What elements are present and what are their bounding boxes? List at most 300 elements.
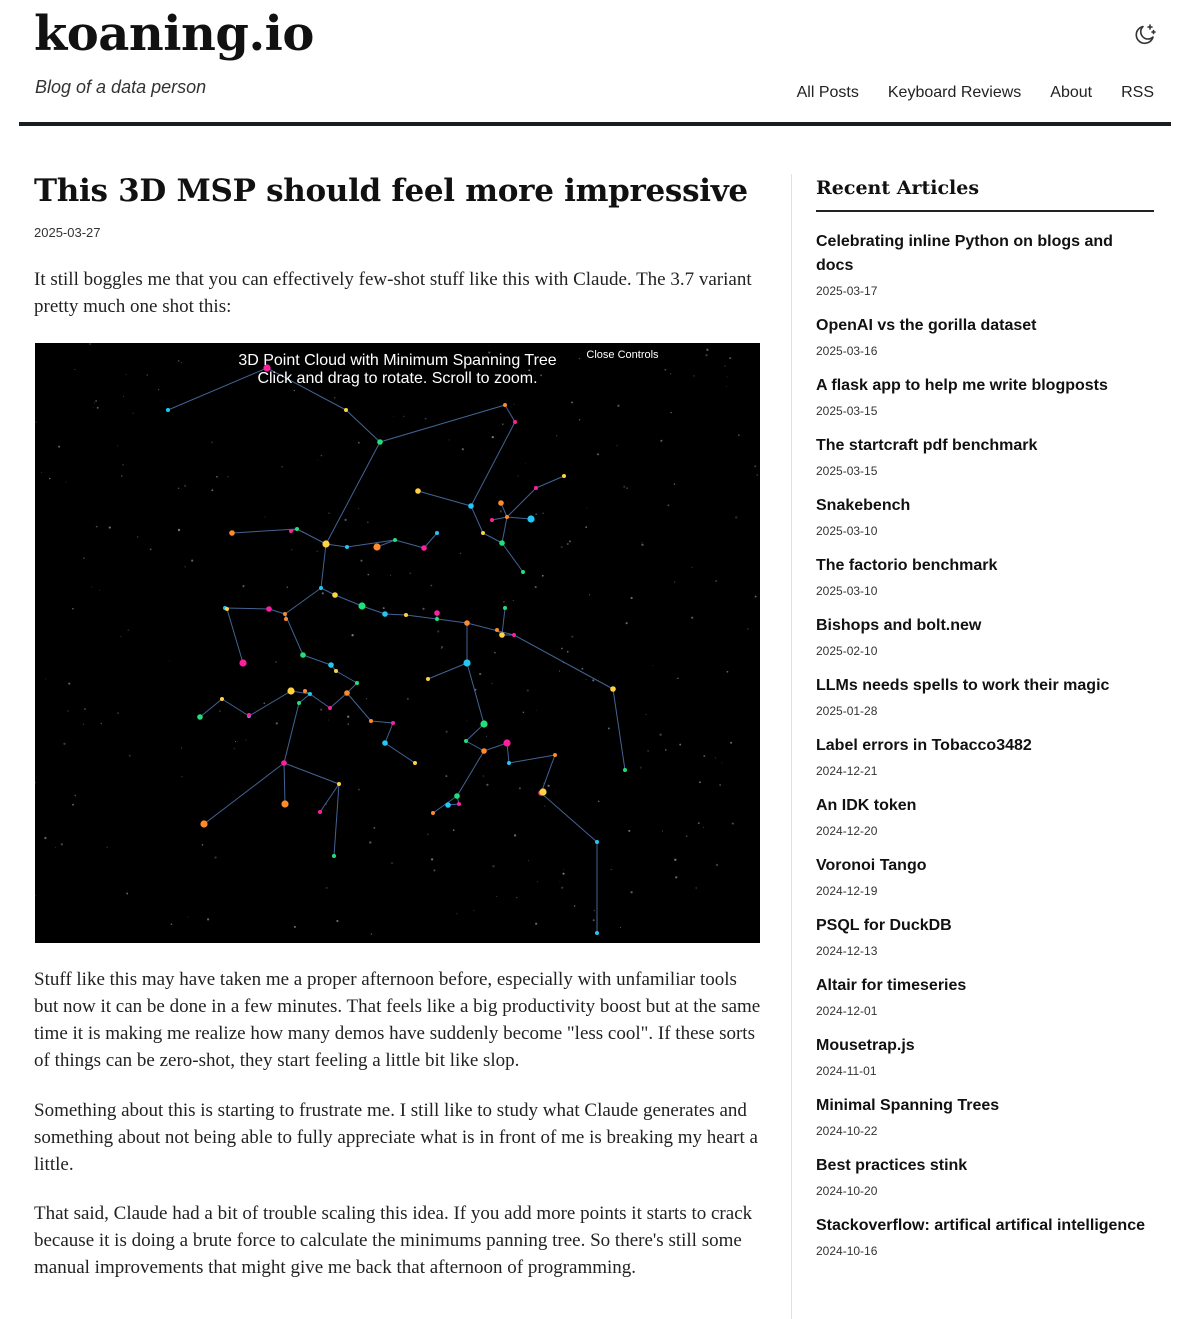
background-star — [686, 836, 687, 837]
background-star — [514, 404, 515, 405]
background-star — [369, 841, 371, 843]
background-star — [519, 787, 521, 789]
background-star — [158, 389, 159, 390]
background-star — [99, 590, 100, 591]
point-cloud-node — [498, 500, 504, 506]
background-star — [75, 795, 76, 796]
mst-edge — [457, 751, 484, 796]
background-star — [334, 531, 335, 532]
background-star — [96, 526, 98, 528]
background-star — [383, 607, 385, 609]
recent-article-date: 2024-12-13 — [816, 944, 878, 958]
point-cloud-node — [503, 739, 510, 746]
background-star — [185, 566, 186, 567]
point-cloud-node — [539, 788, 546, 795]
point-cloud-node — [393, 538, 397, 542]
nav-about[interactable]: About — [1050, 84, 1093, 101]
background-star — [462, 448, 464, 450]
background-star — [367, 574, 369, 576]
background-star — [460, 553, 461, 554]
point-cloud-node — [284, 617, 288, 621]
mst-edge — [613, 689, 625, 770]
point-cloud-node — [295, 527, 299, 531]
close-controls-button[interactable]: Close Controls — [586, 349, 659, 361]
mst-edge — [466, 724, 484, 741]
recent-article-date: 2025-03-15 — [816, 404, 878, 418]
background-star — [235, 741, 236, 742]
background-star — [528, 860, 529, 861]
point-cloud-node — [382, 740, 388, 746]
recent-article-link[interactable]: The startcraft pdf benchmark — [816, 437, 1038, 454]
background-star — [732, 823, 734, 825]
background-star — [55, 847, 56, 848]
background-star — [594, 910, 596, 912]
mst-edge — [395, 540, 424, 548]
point-cloud-node — [513, 420, 517, 424]
point-cloud-node — [562, 474, 566, 478]
mst-edge — [507, 517, 531, 519]
mst-edge — [507, 488, 536, 517]
point-cloud-node — [266, 606, 272, 612]
background-star — [49, 478, 51, 480]
mst-edge — [284, 703, 299, 763]
point-cloud-node — [454, 793, 460, 799]
background-star — [562, 873, 564, 875]
mst-edge — [424, 533, 437, 548]
point-cloud-node — [434, 610, 440, 616]
recent-article-link[interactable]: OpenAI vs the gorilla dataset — [816, 317, 1037, 334]
background-star — [659, 734, 661, 736]
background-star — [437, 630, 439, 632]
post-content — [34, 170, 762, 1278]
point-cloud-node — [332, 854, 336, 858]
background-star — [486, 784, 488, 786]
recent-article-date: 2024-11-01 — [816, 1064, 877, 1078]
background-star — [747, 628, 748, 629]
background-star — [344, 519, 346, 521]
recent-article-date: 2024-12-19 — [816, 884, 878, 898]
background-star — [433, 869, 435, 871]
background-star — [321, 455, 323, 457]
point-cloud-node — [421, 545, 427, 551]
recent-article-link[interactable]: Best practices stink — [816, 1157, 968, 1174]
mst-edge — [371, 721, 393, 723]
background-star — [61, 843, 63, 845]
background-star — [571, 401, 573, 403]
background-star — [699, 781, 701, 783]
point-cloud-svg[interactable] — [35, 343, 760, 943]
background-star — [211, 489, 213, 491]
background-star — [334, 397, 335, 398]
mst-edge — [347, 693, 371, 721]
point-cloud-node — [495, 628, 499, 632]
background-star — [706, 349, 708, 351]
point-cloud-node — [332, 592, 338, 598]
mst-edge — [406, 615, 437, 619]
mst-edge — [249, 691, 291, 716]
background-star — [674, 483, 675, 484]
visualization-title: 3D Point Cloud with Minimum Spanning Tree — [238, 352, 557, 369]
mst-edge — [492, 517, 507, 520]
recent-article-link[interactable]: Label errors in Tobacco3482 — [816, 737, 1032, 754]
point-cloud-node — [318, 810, 322, 814]
background-star — [559, 670, 560, 671]
point-cloud-node — [334, 669, 338, 673]
background-star — [496, 896, 497, 897]
recent-article-link[interactable]: Celebrating inline Python on blogs and docs — [816, 233, 1113, 274]
point-cloud-node — [505, 515, 509, 519]
background-star — [503, 601, 505, 603]
point-cloud-node — [328, 706, 332, 710]
background-star — [617, 445, 618, 446]
nav-all-posts[interactable]: All Posts — [796, 84, 859, 101]
background-star — [427, 834, 429, 836]
background-star — [696, 887, 697, 888]
background-star — [579, 419, 580, 420]
background-star — [219, 710, 220, 711]
background-star — [94, 402, 95, 403]
point-cloud-node — [297, 701, 301, 705]
mst-edge — [347, 540, 395, 547]
background-star — [360, 560, 362, 562]
background-star — [178, 487, 180, 489]
mst-edge — [467, 623, 514, 635]
background-star — [291, 549, 292, 550]
background-star — [665, 749, 667, 751]
background-star — [617, 405, 619, 407]
mst-edge — [285, 588, 321, 614]
background-star — [191, 560, 193, 562]
recent-article-link[interactable]: Mousetrap.js — [816, 1037, 915, 1054]
background-star — [390, 575, 391, 576]
background-star — [326, 887, 328, 889]
point-cloud-node — [345, 545, 349, 549]
point-cloud-node — [512, 633, 516, 637]
recent-article-link[interactable]: PSQL for DuckDB — [816, 917, 952, 934]
background-star — [84, 708, 86, 710]
background-star — [126, 893, 128, 895]
background-star — [318, 460, 319, 461]
point-cloud-node — [247, 713, 251, 717]
recent-article-link[interactable]: Stackoverflow: artifical artifical intelligence — [816, 1217, 1145, 1234]
mst-edge — [222, 699, 249, 716]
header-divider — [19, 122, 1171, 126]
background-star — [316, 551, 317, 552]
background-star — [593, 919, 595, 921]
mst-edge — [541, 793, 597, 842]
background-star — [294, 390, 295, 391]
site-title[interactable]: koaning.io — [34, 6, 314, 62]
background-star — [287, 586, 289, 588]
background-star — [527, 689, 529, 691]
sidebar-heading: Recent Articles — [816, 177, 980, 199]
background-star — [137, 536, 139, 538]
background-star — [431, 858, 433, 860]
background-star — [586, 679, 587, 680]
point-cloud-node — [322, 540, 329, 547]
point-cloud-node — [289, 529, 293, 533]
background-star — [169, 660, 170, 661]
background-star — [585, 526, 587, 528]
recent-article-date: 2025-03-10 — [816, 584, 878, 598]
background-star — [89, 343, 91, 345]
background-star — [491, 683, 493, 685]
mst-edge — [225, 608, 269, 609]
recent-article-date: 2025-02-10 — [816, 644, 878, 658]
point-cloud-node — [445, 802, 451, 808]
point-cloud-node — [464, 620, 470, 626]
background-star — [403, 416, 404, 417]
background-star — [719, 784, 721, 786]
recent-article-link[interactable]: Bishops and bolt.new — [816, 617, 982, 634]
background-star — [679, 744, 681, 746]
background-star — [445, 731, 447, 733]
point-cloud-node — [220, 697, 224, 701]
point-cloud-node — [391, 721, 395, 725]
background-star — [559, 881, 560, 882]
mst-edge — [284, 763, 339, 784]
background-star — [276, 722, 278, 724]
point-cloud-node — [610, 686, 616, 692]
recent-article-link[interactable]: Voronoi Tango — [816, 857, 927, 874]
background-star — [586, 508, 587, 509]
point-cloud-node — [553, 753, 557, 757]
recent-article-link[interactable]: A flask app to help me write blogposts — [816, 377, 1108, 394]
point-cloud-node — [239, 659, 246, 666]
background-star — [328, 720, 329, 721]
mst-edge — [471, 506, 483, 533]
background-star — [188, 916, 189, 917]
mst-edge — [502, 608, 505, 635]
background-star — [502, 423, 504, 425]
background-star — [569, 540, 571, 542]
background-star — [97, 407, 99, 409]
background-star — [535, 513, 537, 515]
point-cloud-node — [328, 662, 334, 668]
mst-edge — [437, 619, 467, 623]
background-star — [181, 776, 182, 777]
point-cloud-node — [355, 681, 359, 685]
recent-article-date: 2025-01-28 — [816, 704, 878, 718]
background-star — [567, 651, 569, 653]
background-star — [486, 736, 487, 737]
background-star — [122, 464, 124, 466]
point-cloud-node — [465, 660, 469, 664]
background-star — [263, 702, 265, 704]
background-star — [121, 475, 122, 476]
background-star — [547, 785, 549, 787]
background-star — [358, 508, 359, 509]
mst-edge — [385, 723, 393, 743]
mst-edge — [428, 663, 467, 679]
point-cloud-node — [300, 652, 306, 658]
background-star — [322, 592, 324, 594]
point-cloud-node — [308, 692, 312, 696]
post-paragraph-1: It still boggles me that you can effectively few-shot stuff like this with Claude. The 3.7 variant pretty much one shot this: — [34, 269, 752, 317]
post-paragraph-3: Something about this is starting to frustrate me. I still like to study what Claude generates and something about not being able to fully appreciate what is in front of me is breaking my heart a little. — [34, 1100, 758, 1175]
point-cloud-node — [457, 802, 461, 806]
background-star — [514, 834, 516, 836]
background-star — [227, 476, 228, 477]
background-star — [117, 712, 119, 714]
background-star — [561, 546, 563, 548]
background-star — [358, 442, 360, 444]
post-date: 2025-03-27 — [34, 225, 101, 240]
background-star — [123, 396, 124, 397]
background-star — [536, 710, 537, 711]
point-cloud-node — [480, 720, 487, 727]
background-star — [445, 775, 447, 777]
background-star — [35, 782, 36, 783]
point-cloud-node — [283, 612, 287, 616]
background-star — [608, 727, 610, 729]
recent-article-date: 2025-03-17 — [816, 284, 878, 298]
background-star — [523, 712, 524, 713]
point-cloud-node — [481, 531, 485, 535]
recent-article-link[interactable]: LLMs needs spells to work their magic — [816, 677, 1110, 694]
sidebar — [816, 174, 1154, 1258]
background-star — [35, 421, 36, 422]
background-star — [571, 636, 573, 638]
background-star — [366, 698, 367, 699]
point-cloud-node — [229, 530, 235, 536]
background-star — [611, 869, 612, 870]
background-star — [556, 435, 557, 436]
background-star — [756, 474, 758, 476]
background-star — [93, 407, 94, 408]
point-cloud-node — [490, 518, 494, 522]
point-cloud-node — [344, 408, 348, 412]
background-star — [393, 416, 394, 417]
background-star — [367, 522, 368, 523]
mst-edge — [505, 405, 515, 422]
mst-edge — [466, 741, 484, 751]
mst-edge — [380, 405, 505, 442]
nav-keyboard-reviews[interactable]: Keyboard Reviews — [887, 84, 1022, 101]
point-cloud-node — [382, 611, 388, 617]
point-cloud-node — [200, 820, 207, 827]
background-star — [371, 933, 373, 935]
background-star — [181, 747, 182, 748]
background-star — [410, 573, 412, 575]
mst-point-cloud-canvas[interactable] — [35, 343, 760, 943]
background-star — [351, 634, 353, 636]
background-star — [171, 923, 173, 925]
recent-article-link[interactable]: An IDK token — [816, 797, 917, 814]
background-star — [41, 472, 42, 473]
background-star — [58, 446, 60, 448]
recent-article-link[interactable]: Minimal Spanning Trees — [816, 1097, 1000, 1114]
mst-edge — [299, 694, 310, 703]
mst-edge — [320, 784, 339, 812]
background-star — [691, 567, 692, 568]
background-star — [561, 887, 563, 889]
mst-edge — [541, 755, 555, 793]
background-star — [453, 829, 455, 831]
mst-edge — [483, 533, 502, 543]
background-star — [641, 544, 643, 546]
background-star — [620, 927, 621, 928]
background-star — [473, 910, 474, 911]
site-tagline: Blog of a data person — [35, 77, 207, 97]
background-star — [127, 629, 129, 631]
background-star — [328, 513, 329, 514]
mst-edge — [284, 763, 285, 804]
background-star — [535, 923, 537, 925]
point-cloud-node — [595, 931, 599, 935]
mst-edge — [303, 655, 331, 665]
background-star — [44, 837, 46, 839]
background-star — [320, 709, 322, 711]
recent-article-link[interactable]: Snakebench — [816, 497, 911, 514]
mst-edge — [362, 606, 385, 614]
background-star — [425, 418, 427, 420]
mst-edge — [285, 614, 303, 655]
background-star — [265, 517, 266, 518]
mst-edge — [346, 410, 380, 442]
background-star — [348, 723, 350, 725]
background-star — [677, 678, 678, 679]
background-star — [516, 897, 518, 899]
background-star — [117, 445, 118, 446]
recent-article-link[interactable]: Altair for timeseries — [816, 977, 967, 994]
background-star — [544, 805, 545, 806]
background-star — [246, 740, 247, 741]
post-title: This 3D MSP should feel more impressive — [34, 173, 748, 209]
background-star — [641, 542, 642, 543]
nav-rss[interactable]: RSS — [1121, 84, 1154, 101]
point-cloud-node — [468, 503, 474, 509]
point-cloud-node — [415, 488, 421, 494]
background-star — [574, 905, 576, 907]
visualization-instructions: Click and drag to rotate. Scroll to zoom. — [257, 370, 538, 387]
background-star — [492, 436, 494, 438]
background-star — [563, 869, 564, 870]
mst-edge — [385, 614, 406, 615]
background-star — [561, 648, 563, 650]
background-star — [448, 439, 449, 440]
background-star — [234, 748, 236, 750]
point-cloud-node — [521, 570, 525, 574]
recent-article-date: 2025-03-16 — [816, 344, 878, 358]
background-star — [535, 586, 537, 588]
background-star — [109, 527, 111, 529]
background-star — [483, 775, 484, 776]
mst-edge — [502, 517, 507, 543]
background-star — [640, 767, 642, 769]
point-cloud-node — [344, 690, 350, 696]
point-cloud-node — [503, 403, 507, 407]
point-cloud-node — [337, 782, 341, 786]
theme-toggle-button[interactable] — [1132, 22, 1158, 48]
background-star — [754, 465, 756, 467]
recent-article-date: 2025-03-15 — [816, 464, 878, 478]
point-cloud-node — [287, 687, 294, 694]
background-star — [623, 486, 625, 488]
mst-edge — [471, 422, 515, 506]
background-star — [670, 412, 671, 413]
point-cloud-node — [435, 617, 439, 621]
mst-edge — [484, 743, 507, 751]
background-star — [716, 864, 718, 866]
background-star — [407, 698, 409, 700]
point-cloud-node — [527, 515, 534, 522]
background-star — [129, 755, 131, 757]
recent-article-link[interactable]: The factorio benchmark — [816, 557, 998, 574]
point-cloud-node — [534, 486, 538, 490]
background-star — [597, 453, 599, 455]
background-star — [45, 679, 46, 680]
